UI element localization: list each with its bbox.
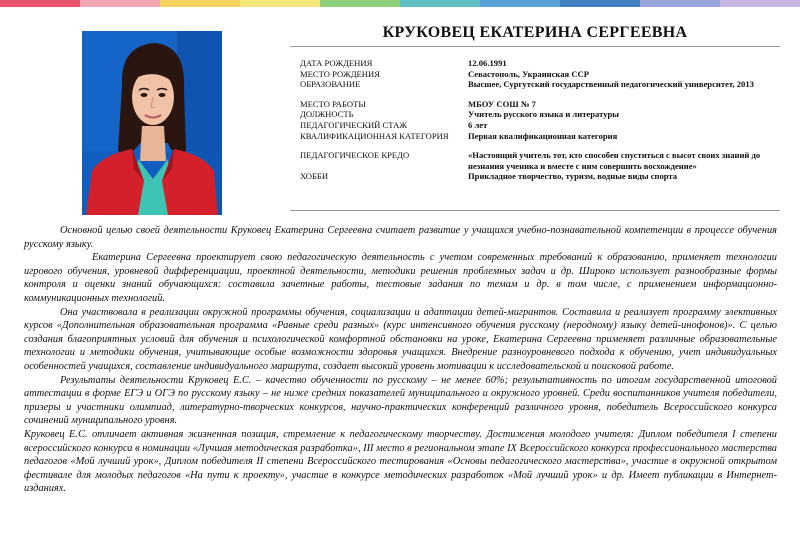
paragraph-methods: Екатерина Сергеевна проектирует свою педагогическую деятельность с учетом современных требований к образованию, применяет технологии игрового обучения, уровневой дифференциации, проектной деятельности, методики решения проблемных задач и др. Широко использует разнообразные формы контроля и оценки знаний обучающихся: составила зачетные работы, тестовые задания по темам и др. в том числе, с применением информационно-коммуникационных технологий. [24, 252, 777, 304]
top-color-segment [160, 0, 240, 7]
top-color-segment [720, 0, 800, 7]
top-color-segment [240, 0, 320, 7]
info-value: МБОУ СОШ № 7 [468, 98, 536, 109]
info-label: КВАЛИФИКАЦИОННАЯ КАТЕГОРИЯ [300, 130, 449, 141]
portrait-photo-icon [82, 31, 222, 215]
info-row-credo [300, 150, 780, 171]
top-color-segment [400, 0, 480, 7]
info-value: Севастополь, Украинская ССР [468, 68, 590, 79]
info-row-hobby [300, 171, 780, 182]
portrait-photo [82, 31, 222, 215]
info-table [300, 58, 780, 182]
person-name: КРУКОВЕЦ ЕКАТЕРИНА СЕРГЕЕВНА [382, 24, 688, 41]
info-value: Прикладное творчество, туризм, водные виды спорта [468, 171, 678, 182]
info-value: Первая квалификационная категория [468, 130, 618, 141]
top-color-segment [480, 0, 560, 7]
info-label: МЕСТО РАБОТЫ [300, 98, 366, 109]
paragraph-goal: Основной целью своей деятельности Круковец Екатерина Сергеевна считает развитие у учащихся учебно-познавательной компетенции в процессе обучения русскому языку. [24, 225, 777, 250]
info-label: ПЕДАГОГИЧЕСКОЕ КРЕДО [300, 150, 410, 161]
paragraph-achievements: Круковец Е.С. отличает активная жизненная позиция, стремление к педагогическому творчеству. Достижения молодого учителя: Диплом победителя I степени всероссийского конкурса в номинации «Лучшая методическая разработка», III место в региональном этапе IX Всероссийского конкурса профессионального мастерства педагогов «Мой лучший урок», Диплом победителя II степени Всероссийского тестирования «Основы педагогического мастерства», участие в окружной открытом фестивале для молодых педагогов «На пути к проекту», участие в конкурсе методических разработок «Мой лучший урок» и др. Имеет публикации в Интернет-изданиях. [24, 428, 777, 495]
paragraph-results: Результаты деятельности Круковец Е.С. – качество обученности по русскому – не менее 60%; результативность по итогам государственной итоговой аттестации в форме ЕГЭ и ОГЭ по русскому языку – не ниже средних показателей муниципального и окружного уровней. Среди воспитанников учителя победители, призеры и участники олимпиад, литературно-творческих конкурсов, научно-практических конференций различного уровня, победитель Всероссийского конкурса сочинений муниципального уровня. [24, 374, 777, 427]
paragraph-programs: Она участвовала в реализации окружной программы обучения, социализации и адаптации детей-мигрантов. Составила и реализует программу элективных курсов «Дополнительная образовательная программа «Равные среди разных» (курс интенсивного обучения русскому (неродному) языку детей-инофонов)». С целью создания благоприятных условий для обучения и психологической комфортной обстановки на уроке, Екатерина Сергеевна применяет различные образовательные технологии и методики обучения, учитывающие особые возможности здоровья учащихся. Внедрение разноуровневого подхода к обучению, учет индивидуальных особенностей учащихся, составление индивидуального маршрута, создает высокий уровень мотивации к исследовательской и поисковой работе. [24, 306, 777, 372]
info-value: Высшее, Сургутский государственный педагогический университет, 2013 [468, 79, 754, 90]
info-value: 6 лет [468, 119, 488, 130]
info-row-birthdate [300, 58, 780, 69]
info-value: «Настоящий учитель тот, кто способен спуститься с высот своих знаний до незнания ученика и вместе с ним совершить восхождение» [468, 150, 761, 171]
info-label: ОБРАЗОВАНИЕ [300, 79, 361, 90]
info-row-category [300, 131, 780, 142]
info-label: МЕСТО РОЖДЕНИЯ [300, 68, 380, 79]
info-label: ДАТА РОЖДЕНИЯ [300, 58, 373, 68]
info-value: 12.06.1991 [468, 58, 507, 68]
top-color-segment [320, 0, 400, 7]
header-divider [290, 46, 780, 47]
description-text [24, 224, 777, 496]
info-divider [290, 210, 780, 211]
info-row-education [300, 79, 780, 90]
top-color-segment [0, 0, 80, 7]
info-row-position [300, 109, 780, 120]
info-row-experience [300, 120, 780, 131]
top-color-segment [80, 0, 160, 7]
info-label: ПЕДАГОГИЧЕСКИЙ СТАЖ [300, 119, 407, 130]
info-value: Учитель русского языка и литературы [468, 109, 619, 120]
info-label: ДОЛЖНОСТЬ [300, 109, 354, 120]
top-color-bar [0, 0, 800, 7]
info-row-workplace [300, 99, 780, 110]
info-row-birthplace [300, 69, 780, 80]
top-color-segment [640, 0, 720, 7]
top-color-segment [560, 0, 640, 7]
info-label: ХОББИ [300, 171, 329, 182]
